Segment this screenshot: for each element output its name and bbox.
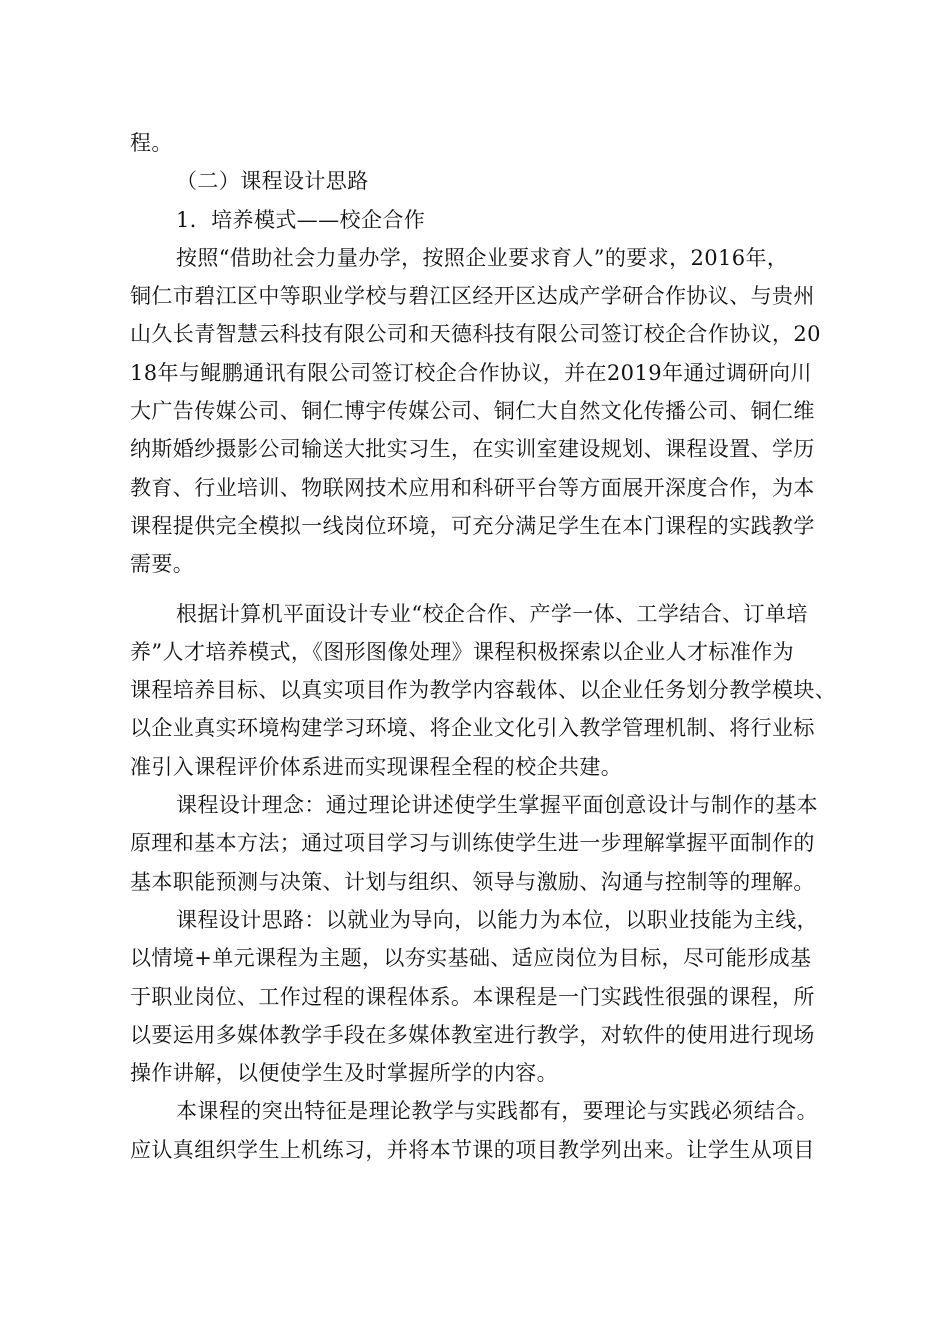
paragraph-line: 准引入课程评价体系进而实现课程全程的校企共建。 [130,754,623,779]
paragraph-line: 教育、行业培训、物联网技术应用和科研平台等方面展开深度合作，为本 [130,475,815,500]
subsection-heading: 1．培养模式——校企合作 [176,207,426,232]
paragraph-line: 以情境+单元课程为主题，以夯实基础、适应岗位为目标，尽可能形成基 [130,946,812,971]
paragraph-line: 按照“借助社会力量办学，按照企业要求育人”的要求，2016年， [176,245,789,270]
paragraph-line: 基本职能预测与决策、计划与组织、领导与激励、沟通与控制等的理解。 [130,869,815,894]
section-heading: （二）课程设计思路 [176,169,369,194]
paragraph-line: 于职业岗位、工作过程的课程体系。本课程是一门实践性很强的课程，所 [130,984,815,1009]
paragraph-line: 操作讲解，以便使学生及时掌握所学的内容。 [130,1061,558,1086]
text-line: 程。 [130,131,173,155]
paragraph-line: 需要。 [130,552,195,577]
paragraph-line: 本课程的突出特征是理论教学与实践都有，要理论与实践必须结合。 [176,1099,818,1124]
paragraph-line: 应认真组织学生上机练习，并将本节课的项目教学列出来。让学生从项目 [130,1137,815,1162]
paragraph-line: 养”人才培养模式，《图形图像处理》课程积极探索以企业人才标准作为 [130,639,795,664]
paragraph-line: 课程提供完全模拟一线岗位环境，可充分满足学生在本门课程的实践教学 [130,513,815,538]
paragraph-line: 以企业真实环境构建学习环境、将企业文化引入教学管理机制、将行业标 [130,716,815,741]
paragraph-line: 原理和基本方法；通过项目学习与训练使学生进一步理解掌握平面制作的 [130,831,815,856]
paragraph-line: 18年与鲲鹏通讯有限公司签订校企合作协议，并在2019年通过调研向川 [130,360,812,385]
paragraph-line: 课程设计理念：通过理论讲述使学生掌握平面创意设计与制作的基本 [176,793,818,818]
paragraph-line: 大广告传媒公司、铜仁博宇传媒公司、铜仁大自然文化传播公司、铜仁维 [130,399,815,424]
paragraph-line: 根据计算机平面设计专业“校企合作、产学一体、工学结合、订单培 [176,601,808,626]
paragraph-line: 山久长青智慧云科技有限公司和天德科技有限公司签订校企合作协议，20 [130,322,821,347]
body-text [130,124,850,1169]
paragraph-line: 以要运用多媒体教学手段在多媒体教室进行教学，对软件的使用进行现场 [130,1022,815,1047]
paragraph-line: 课程设计思路：以就业为导向，以能力为本位，以职业技能为主线， [176,907,818,932]
paragraph-gap [130,584,850,595]
paragraph-line: 纳斯婚纱摄影公司输送大批实习生，在实训室建设规划、课程设置、学历 [130,437,815,462]
paragraph-line: 课程培养目标、以真实项目作为教学内容载体、以企业任务划分教学模块、 [130,678,837,703]
paragraph-line: 铜仁市碧江区中等职业学校与碧江区经开区达成产学研合作协议、与贵州 [130,284,815,309]
